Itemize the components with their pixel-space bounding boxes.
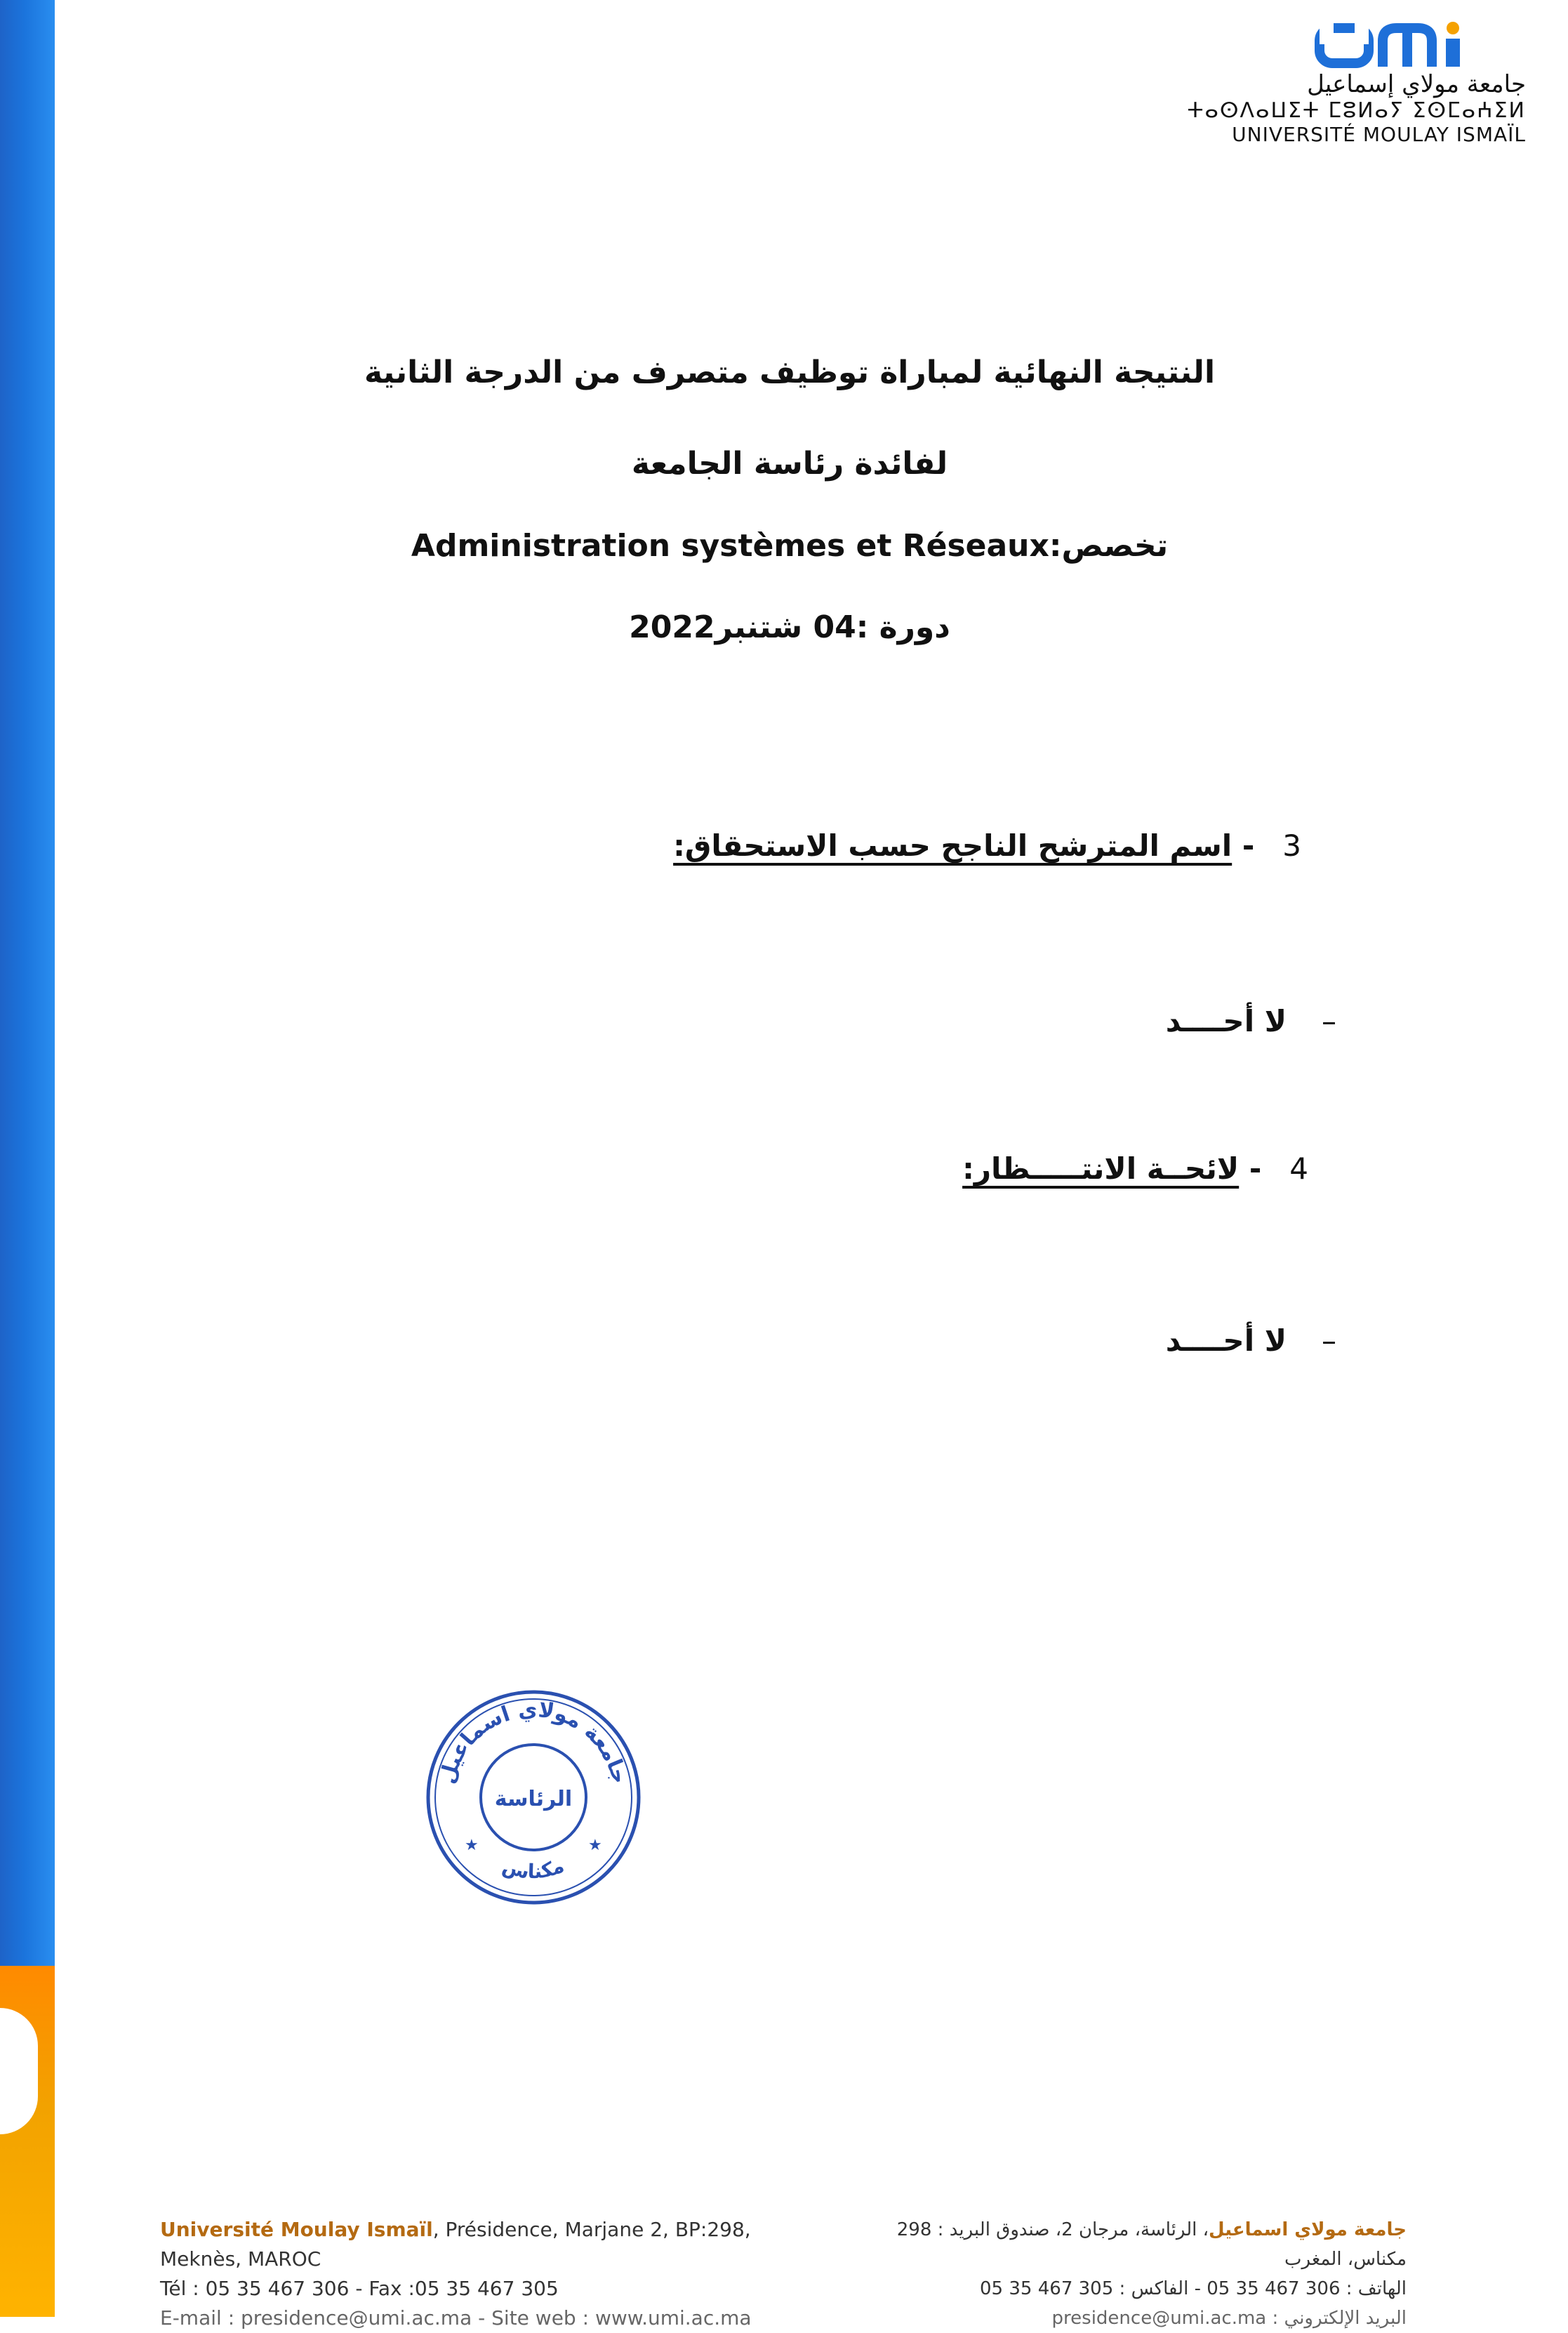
svg-text:مكناس: [500, 1853, 567, 1884]
footer-city-fr: Meknès, MAROC: [160, 2247, 321, 2271]
section-waiting-list: 4- لائحــة الانتـــــظار:: [962, 1151, 1308, 1186]
footer-french-contact: [160, 2215, 752, 2333]
official-stamp: [421, 1685, 646, 1910]
stamp-center-text: الرئاسة: [494, 1787, 573, 1811]
section-item-none: –لا أحــــد: [1165, 1004, 1336, 1038]
footer-email-fr: E-mail : presidence@umi.ac.ma - Site web : www.umi.ac.ma: [160, 2306, 752, 2329]
svg-text:جامعة مولاي اسماعيل: [435, 1697, 632, 1786]
footer-university-fr: Université Moulay Ismaïl: [160, 2218, 433, 2241]
footer-phone-fr: Tél : 05 35 467 306 - Fax :05 35 467 305: [160, 2277, 559, 2300]
footer-address-fr: , Présidence, Marjane 2, BP:298,: [432, 2218, 751, 2241]
section-number: 4: [1289, 1151, 1308, 1186]
footer-phone-ar: الهاتف : 306 467 35 05 - الفاكس : 305 467 35 05: [980, 2278, 1407, 2299]
logo-french-name: UNIVERSITÉ MOULAY ISMAÏL: [1232, 123, 1526, 146]
svg-text:★: ★: [465, 1837, 479, 1854]
svg-text:★: ★: [588, 1837, 602, 1854]
title-line-2: لفائدة رئاسة الجامعة: [631, 446, 948, 482]
title-line-specialty: [351, 528, 1228, 564]
title-line-1: النتيجة النهائية لمباراة توظيف متصرف من الدرجة الثانية: [364, 355, 1216, 390]
footer-city-ar: مكناس، المغرب: [1284, 2249, 1407, 2270]
stamp-ring-text: جامعة مولاي اسماعيل: [434, 1697, 632, 1787]
stamp-bottom-text: مكناس: [500, 1853, 568, 1884]
item-text: لا أحــــد: [1165, 1004, 1287, 1038]
section-item-none: –لا أحــــد: [1165, 1323, 1336, 1358]
left-orange-accent: [0, 1966, 55, 2317]
specialty-label: تخصص: [1061, 528, 1169, 564]
logo-text-block: [1187, 70, 1526, 146]
section-number: 3: [1282, 828, 1301, 863]
footer-university-ar: جامعة مولاي اسماعيل: [1209, 2219, 1407, 2240]
footer-address-ar: ، الرئاسة، مرجان 2، صندوق البريد : 298: [896, 2219, 1209, 2240]
section-title: اسم المترشح الناجح حسب الاستحقاق:: [673, 828, 1233, 863]
footer-arabic-contact: [897, 2215, 1407, 2333]
item-text: لا أحــــد: [1165, 1323, 1287, 1358]
umi-logo: [1313, 21, 1530, 70]
logo-arabic-name: جامعة مولاي إسماعيل: [1307, 70, 1526, 98]
section-title: لائحــة الانتـــــظار:: [962, 1151, 1240, 1186]
section-successful-candidate: 3- اسم المترشح الناجح حسب الاستحقاق:: [673, 828, 1301, 863]
title-line-session: دورة :04 شتنبر2022: [629, 609, 950, 645]
specialty-french: Administration systèmes et Réseaux:: [411, 528, 1062, 564]
logo-tifinagh-name: ⵜⴰⵙⴷⴰⵡⵉⵜ ⵎⵓⵍⴰⵢ ⵉⵙⵎⴰⵄⵉⵍ: [1187, 98, 1526, 123]
footer-email-ar: البريد الإلكتروني : presidence@umi.ac.ma: [1051, 2308, 1407, 2329]
